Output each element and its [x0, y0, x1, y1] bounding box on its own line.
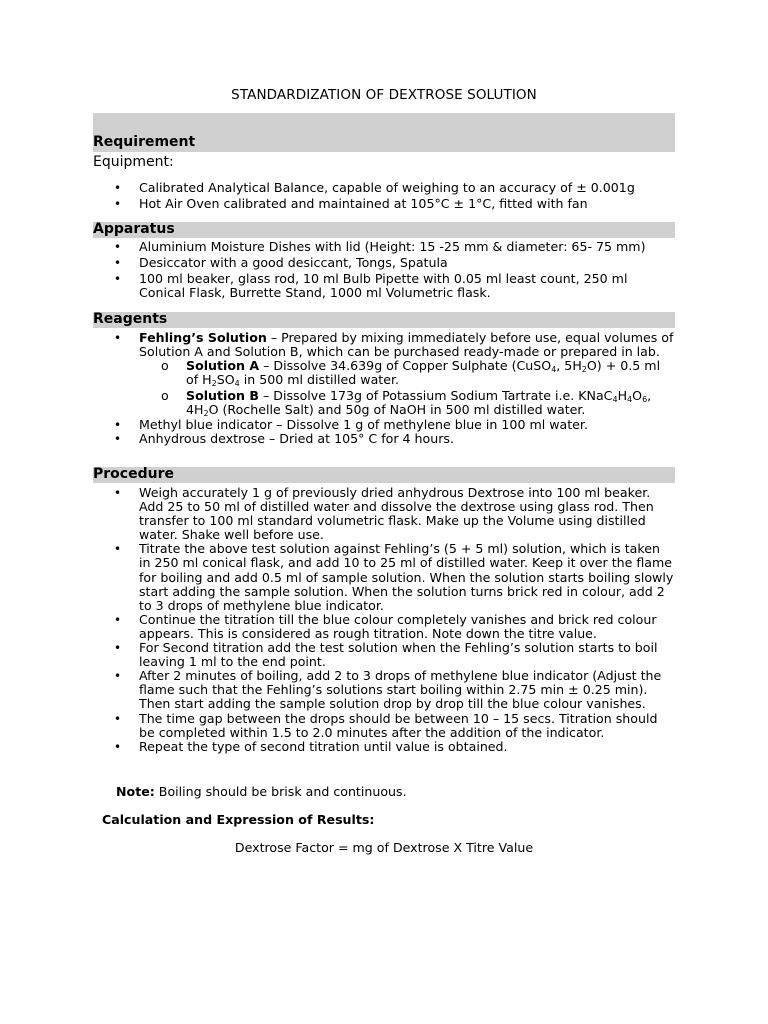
solution-b-text: O: [632, 388, 643, 404]
bullet-icon: •: [114, 669, 122, 684]
bullet-icon: •: [114, 331, 122, 345]
solution-a-name: Solution A: [186, 358, 260, 374]
fehling-solution-text: – Prepared by mixing immediately before use, equal volumes of Solution A and Solution B, which can be purchased ready-made or prepared in lab.: [139, 330, 674, 360]
list-item: [93, 542, 675, 612]
list-item-text: Titrate the above test solution against Fehling’s (5 + 5 ml) solution, which is taken in 250 ml conical flask, and add 10 to 25 ml of distilled water. Keep it over the flame for boiling and add 0.5 ml of sample solution. When the solution starts boiling slowly start adding the sample solution. When the solution turns brick red in colour, add 2 to 3 drops of methylene blue indicator.: [139, 541, 674, 613]
solution-b-text: , 4H: [186, 388, 652, 418]
list-item: [93, 712, 675, 740]
requirement-heading-band: [93, 113, 675, 152]
bullet-icon: •: [114, 486, 122, 500]
list-item: [93, 740, 675, 754]
bullet-icon: •: [114, 272, 122, 287]
list-item-text: Repeat the type of second titration until value is obtained.: [139, 738, 508, 754]
bullet-icon: •: [114, 240, 122, 254]
solution-b-name: Solution B: [186, 388, 259, 404]
fehling-solution-name: Fehling’s Solution: [139, 330, 267, 345]
procedure-list: [93, 486, 675, 754]
subscript: 4: [627, 395, 633, 405]
list-item-text: The time gap between the drops should be between 10 – 15 secs. Titration should be completed within 1.5 to 2.0 minutes after the addition of the indicator.: [139, 710, 658, 740]
bullet-icon: •: [114, 612, 122, 627]
requirement-list: [93, 181, 675, 211]
dextrose-factor-formula: Dextrose Factor = mg of Dextrose X Titre Value: [234, 840, 534, 855]
subscript: 4: [234, 379, 240, 389]
document-title: STANDARDIZATION OF DEXTROSE SOLUTION: [231, 87, 537, 103]
list-item: [93, 240, 675, 254]
solution-a-text: , 5H: [556, 358, 582, 374]
list-item-text: Aluminium Moisture Dishes with lid (Height: 15 -25 mm & diameter: 65- 75 mm): [139, 239, 646, 254]
list-item-text: Calibrated Analytical Balance, capable of weighing to an accuracy of ± 0.001g: [139, 180, 635, 195]
list-item: [93, 432, 675, 446]
sub-list-item: [139, 359, 675, 387]
list-item: [93, 256, 675, 270]
bullet-icon: •: [114, 181, 122, 195]
note: [116, 784, 407, 799]
subscript: 2: [581, 365, 587, 375]
apparatus-heading-band: [93, 222, 675, 238]
solution-a-text: O) + 0.5 ml of H: [186, 358, 661, 388]
list-item: [93, 418, 675, 432]
requirement-heading: Requirement: [93, 134, 196, 150]
list-item-text: 100 ml beaker, glass rod, 10 ml Bulb Pipette with 0.05 ml least count, 250 ml Conical Flask, Burrette Stand, 1000 ml Volumetric flask.: [139, 271, 628, 301]
reagents-list: [93, 331, 675, 446]
list-item: [93, 613, 675, 641]
list-item-text: Anhydrous dextrose – Dried at 105° C for 4 hours.: [139, 430, 454, 446]
list-item-text: Weigh accurately 1 g of previously dried anhydrous Dextrose into 100 ml beaker. Add 25 to 50 ml of distilled water and dissolve the dextrose using glass rod. Then transfer to 100 ml standard volumetric flask. Make up the Volume using distilled water. Shake well before use.: [139, 485, 654, 543]
list-item-text: Continue the titration till the blue colour completely vanishes and brick red colour appears. This is considered as rough titration. Note down the titre value.: [139, 611, 657, 641]
subscript: 4: [612, 395, 618, 405]
list-item-text: For Second titration add the test solution when the Fehling’s solution starts to boil leaving 1 ml to the end point.: [139, 640, 658, 670]
note-label: Note:: [116, 784, 155, 799]
bullet-icon: •: [114, 641, 122, 656]
reagents-heading-band: [93, 312, 675, 328]
calculation-heading: Calculation and Expression of Results:: [102, 812, 375, 827]
procedure-heading: Procedure: [93, 466, 174, 482]
sub-list-item: [139, 389, 675, 417]
list-item: [93, 641, 675, 669]
equipment-label: Equipment:: [93, 154, 174, 170]
bullet-icon: •: [114, 542, 122, 557]
bullet-icon: •: [114, 197, 122, 212]
solution-a-text: – Dissolve 34.639g of Copper Sulphate (CuSO: [259, 358, 552, 374]
list-item: [93, 272, 675, 300]
apparatus-heading: Apparatus: [93, 221, 175, 237]
circle-bullet-icon: o: [161, 388, 169, 404]
bullet-icon: •: [114, 256, 122, 271]
list-item: [93, 331, 675, 418]
subscript: 2: [203, 409, 209, 419]
bullet-icon: •: [114, 431, 122, 446]
note-text: Boiling should be brisk and continuous.: [154, 784, 407, 799]
list-item: [93, 197, 675, 211]
bullet-icon: •: [114, 739, 122, 754]
solution-b-text: H: [617, 388, 628, 404]
list-item: [93, 486, 675, 542]
subscript: 6: [642, 395, 648, 405]
subscript: 2: [211, 379, 217, 389]
list-item-text: Methyl blue indicator – Dissolve 1 g of methylene blue in 100 ml water.: [139, 416, 588, 432]
subscript: 4: [551, 365, 557, 375]
list-item: [93, 669, 675, 711]
procedure-heading-band: [93, 467, 675, 483]
list-item-text: Hot Air Oven calibrated and maintained at 105°C ± 1°C, fitted with fan: [139, 196, 588, 212]
bullet-icon: •: [114, 711, 122, 726]
solution-a-text: SO: [216, 372, 235, 388]
circle-bullet-icon: o: [161, 358, 169, 374]
apparatus-list: [93, 240, 675, 300]
list-item: [93, 181, 675, 195]
list-item-text: Desiccator with a good desiccant, Tongs, Spatula: [139, 255, 448, 271]
solution-b-text: – Dissolve 173g of Potassium Sodium Tartrate i.e. KNaC: [258, 388, 613, 404]
bullet-icon: •: [114, 417, 122, 432]
reagents-heading: Reagents: [93, 311, 168, 327]
fehling-sub-list: [139, 359, 675, 417]
solution-b-text: O (Rochelle Salt) and 50g of NaOH in 500 ml distilled water.: [208, 402, 586, 418]
solution-a-text: in 500 ml distilled water.: [239, 372, 399, 388]
list-item-text: After 2 minutes of boiling, add 2 to 3 drops of methylene blue indicator (Adjust the flame such that the Fehling’s solutions start boiling within 2.75 min ± 0.25 min). Then start adding the sample solution drop by drop till the blue colour vanishes.: [139, 668, 662, 712]
